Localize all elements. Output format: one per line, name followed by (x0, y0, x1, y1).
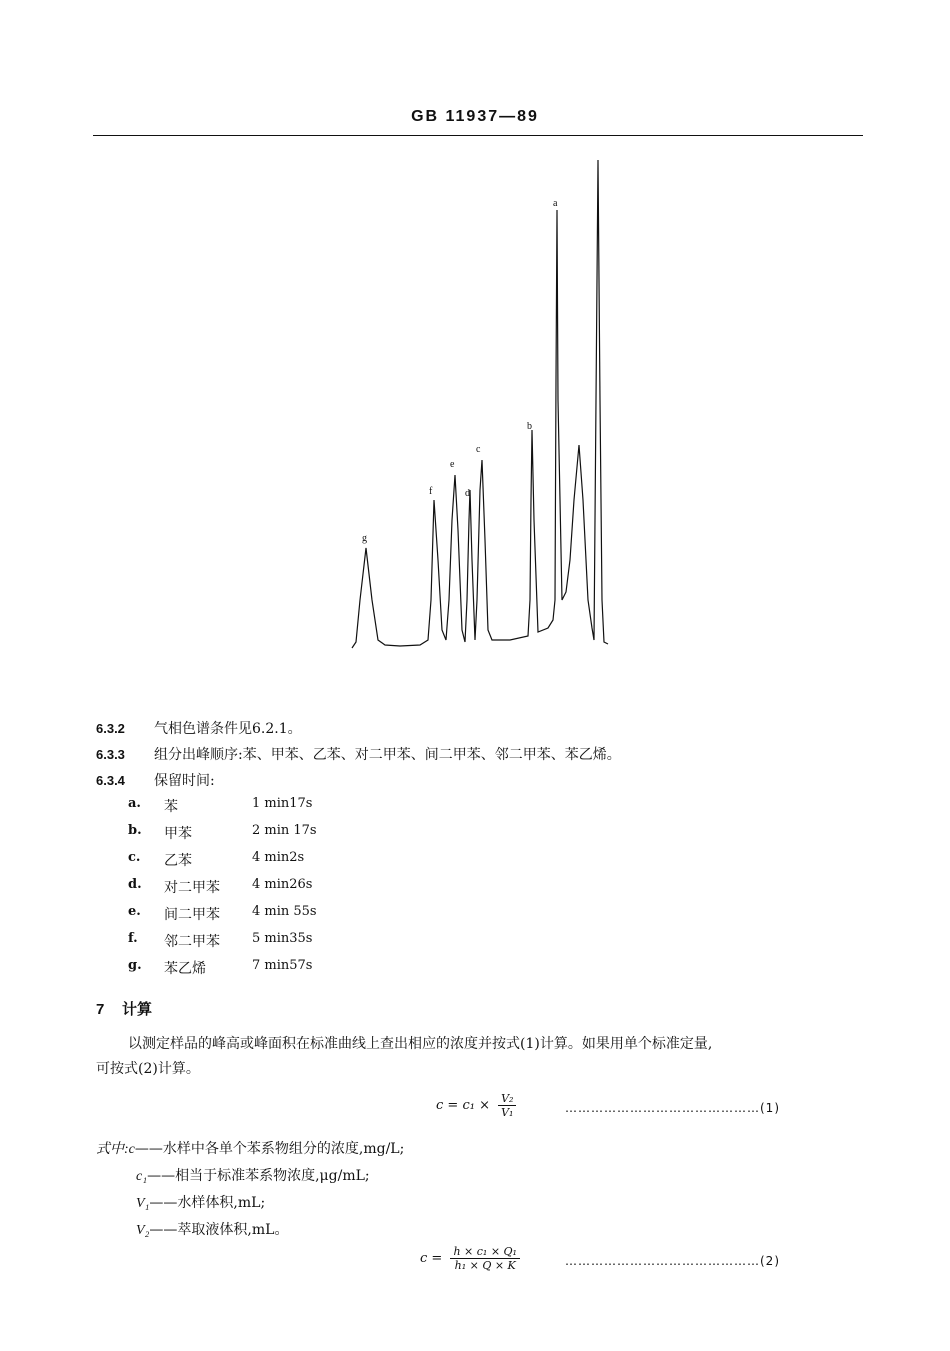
def-symbol: c₁ (136, 1169, 148, 1184)
rt-letter: e. (128, 904, 141, 919)
rt-name: 对二甲苯 (164, 880, 220, 896)
eq1-numerator: V₂ (498, 1092, 516, 1106)
section-6-3-3 (96, 744, 621, 764)
def-symbol: V₂ (136, 1223, 150, 1238)
eq1-lhs: c = c₁ × (436, 1098, 490, 1113)
section-7-heading (96, 998, 152, 1019)
peak-label-b: b (527, 421, 532, 432)
section-text: 组分出峰顺序:苯、甲苯、乙苯、对二甲苯、间二甲苯、邻二甲苯、苯乙烯。 (154, 747, 621, 763)
rt-name: 间二甲苯 (164, 907, 220, 923)
eq1-fraction (498, 1092, 516, 1119)
rt-letter: a. (128, 796, 141, 811)
rt-name: 苯乙烯 (164, 961, 206, 977)
section-text: 保留时间: (154, 773, 215, 789)
rt-time: 5 min35s (252, 931, 313, 946)
rt-time: 2 min 17s (252, 823, 317, 838)
peak-label-d: d (465, 488, 470, 499)
definition-c1 (136, 1165, 370, 1185)
eq1-denominator: V₁ (501, 1106, 514, 1119)
def-text: ——萃取液体积,mL。 (149, 1222, 289, 1238)
section-number: 7 (96, 1001, 105, 1018)
peak-label-g: g (362, 533, 367, 544)
eq2-denominator: h₁ × Q × K (454, 1259, 516, 1272)
section-7-para1: 以测定样品的峰高或峰面积在标准曲线上查出相应的浓度并按式(1)计算。如果用单个标准定量, (128, 1036, 713, 1052)
equation-2-number: ………………………………………(2) (565, 1254, 780, 1268)
section-6-3-2 (96, 718, 302, 738)
section-text: 气相色谱条件见6.2.1。 (154, 721, 302, 737)
section-number: 6.3.2 (96, 721, 125, 736)
definition-v1 (136, 1192, 265, 1212)
eq2-numerator: h × c₁ × Q₁ (450, 1245, 520, 1259)
peak-label-f: f (429, 486, 433, 497)
peak-label-e: e (450, 459, 455, 470)
rt-time: 7 min57s (252, 958, 313, 973)
def-text: ——水样体积,mL; (149, 1195, 266, 1211)
section-6-3-4 (96, 770, 215, 790)
rt-time: 4 min26s (252, 877, 313, 892)
equation-2 (420, 1245, 520, 1272)
rt-time: 4 min 55s (252, 904, 317, 919)
rt-name: 苯 (164, 799, 178, 815)
rt-letter: c. (128, 850, 141, 865)
section-title: 计算 (122, 1000, 153, 1018)
rt-name: 乙苯 (164, 853, 192, 869)
rt-letter: b. (128, 823, 142, 838)
rt-letter: f. (128, 931, 138, 946)
eq2-lhs: c = (420, 1251, 443, 1266)
section-number: 6.3.4 (96, 773, 125, 788)
peak-label-a: a (553, 198, 558, 209)
rt-name: 甲苯 (164, 826, 192, 842)
def-symbol: 式中:c (96, 1142, 135, 1157)
rt-time: 4 min2s (252, 850, 305, 865)
definition-c (96, 1138, 404, 1158)
definition-v2 (136, 1219, 288, 1239)
peak-label-c: c (476, 444, 481, 455)
rt-time: 1 min17s (252, 796, 313, 811)
rt-letter: d. (128, 877, 142, 892)
page-header: GB 11937—89 (411, 108, 539, 125)
def-text: ——相当于标准苯系物浓度,μg/mL; (147, 1168, 370, 1184)
section-7-para2: 可按式(2)计算。 (96, 1061, 200, 1077)
rt-letter: g. (128, 958, 142, 973)
def-text: ——水样中各单个苯系物组分的浓度,mg/L; (134, 1141, 405, 1157)
def-symbol: V₁ (136, 1196, 150, 1211)
chromatogram-trace (352, 160, 608, 648)
equation-1 (436, 1092, 516, 1119)
section-number: 6.3.3 (96, 747, 125, 762)
equation-1-number: ………………………………………(1) (565, 1101, 780, 1115)
rt-name: 邻二甲苯 (164, 934, 220, 950)
eq2-fraction (450, 1245, 520, 1272)
